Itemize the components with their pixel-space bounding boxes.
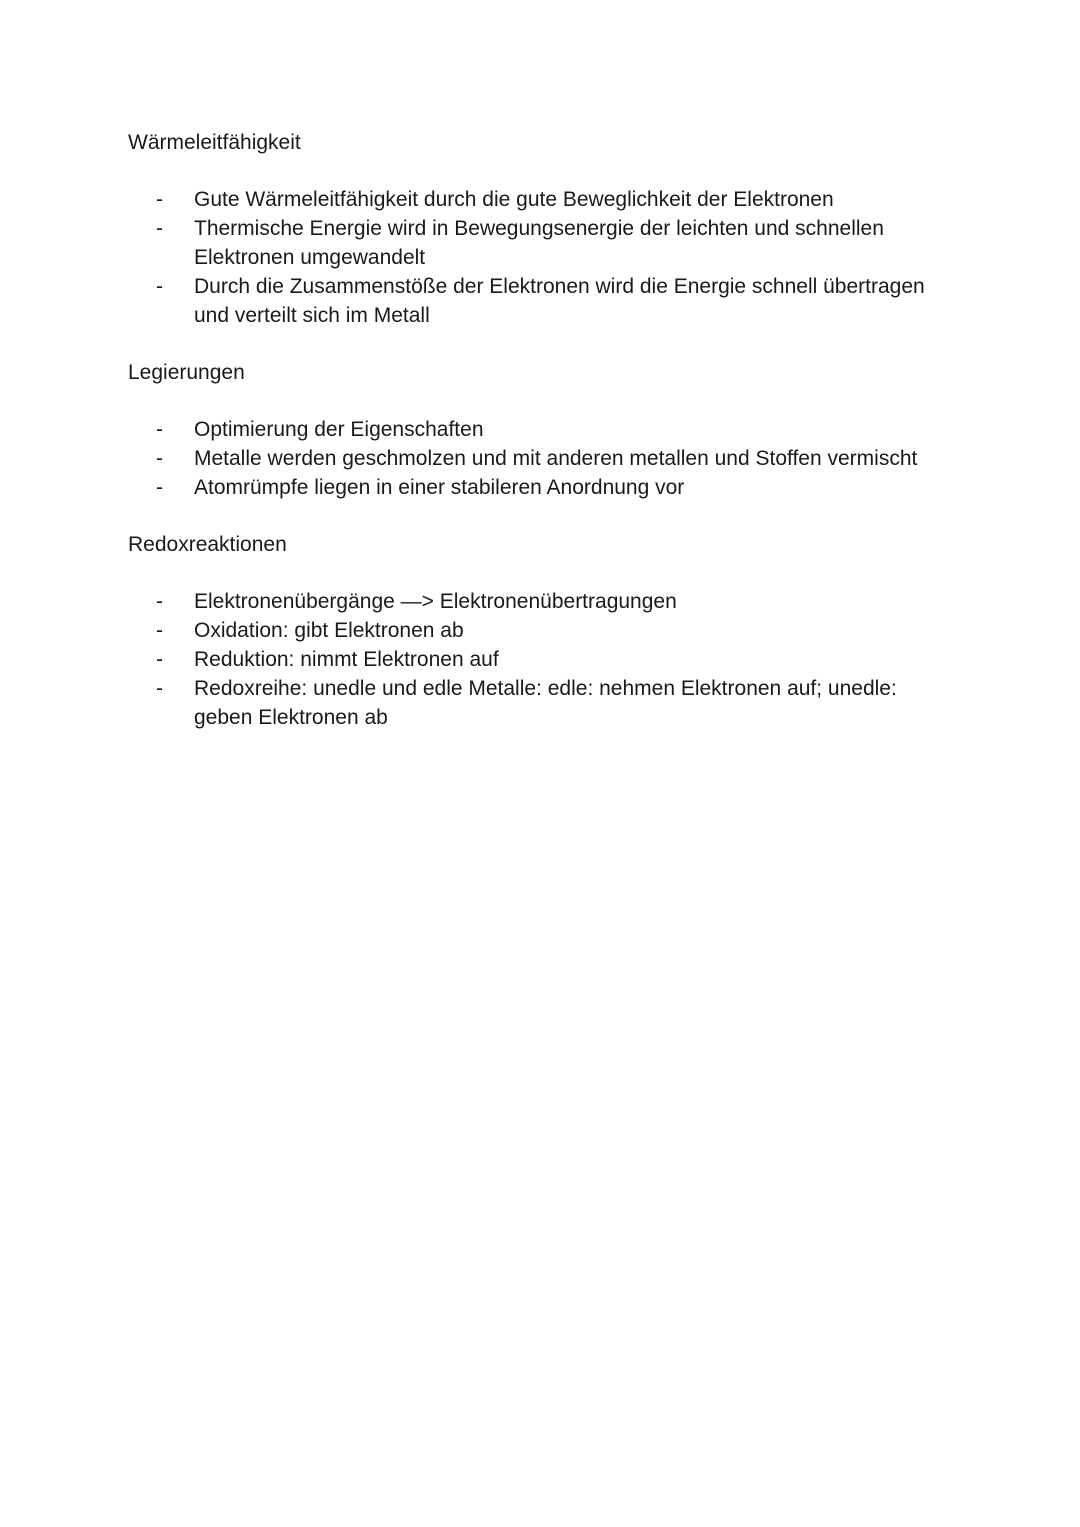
- list-item: [128, 444, 958, 473]
- list-item: [128, 674, 958, 732]
- list-item: [128, 473, 958, 502]
- list-item-text: Reduktion: nimmt Elektronen auf: [194, 648, 499, 671]
- list-item: [128, 272, 958, 330]
- document-content: [128, 128, 958, 760]
- list-item: [128, 616, 958, 645]
- list-item-text: Thermische Energie wird in Bewegungsenergie der leichten und schnellen Elektronen umgewandelt: [194, 217, 884, 269]
- list-item-text: Oxidation: gibt Elektronen ab: [194, 619, 464, 642]
- bullet-list: [128, 415, 958, 502]
- bullet-list: [128, 185, 958, 330]
- bullet-dash: -: [156, 677, 163, 700]
- list-item-text: Gute Wärmeleitfähigkeit durch die gute Beweglichkeit der Elektronen: [194, 188, 834, 211]
- bullet-dash: -: [156, 217, 163, 240]
- list-item-text: Atomrümpfe liegen in einer stabileren Anordnung vor: [194, 476, 685, 499]
- list-item-text: Durch die Zusammenstöße der Elektronen wird die Energie schnell übertragen und verteilt sich im Metall: [194, 275, 925, 327]
- list-item-text: Optimierung der Eigenschaften: [194, 418, 484, 441]
- bullet-dash: -: [156, 476, 163, 499]
- list-item: [128, 185, 958, 214]
- list-item: [128, 645, 958, 674]
- bullet-dash: -: [156, 275, 163, 298]
- bullet-dash: -: [156, 648, 163, 671]
- bullet-dash: -: [156, 447, 163, 470]
- bullet-list: [128, 587, 958, 732]
- bullet-dash: -: [156, 188, 163, 211]
- list-item-text: Redoxreihe: unedle und edle Metalle: edle: nehmen Elektronen auf; unedle: geben Elektronen ab: [194, 677, 897, 729]
- bullet-dash: -: [156, 418, 163, 441]
- section-heading: Redoxreaktionen: [128, 533, 287, 556]
- list-item: [128, 415, 958, 444]
- list-item: [128, 214, 958, 272]
- list-item-text: Metalle werden geschmolzen und mit anderen metallen und Stoffen vermischt: [194, 447, 918, 470]
- list-item: [128, 587, 958, 616]
- bullet-dash: -: [156, 590, 163, 613]
- bullet-dash: -: [156, 619, 163, 642]
- section-heading: Wärmeleitfähigkeit: [128, 131, 301, 154]
- section-heading: Legierungen: [128, 361, 245, 384]
- list-item-text: Elektronenübergänge —> Elektronenübertragungen: [194, 590, 677, 613]
